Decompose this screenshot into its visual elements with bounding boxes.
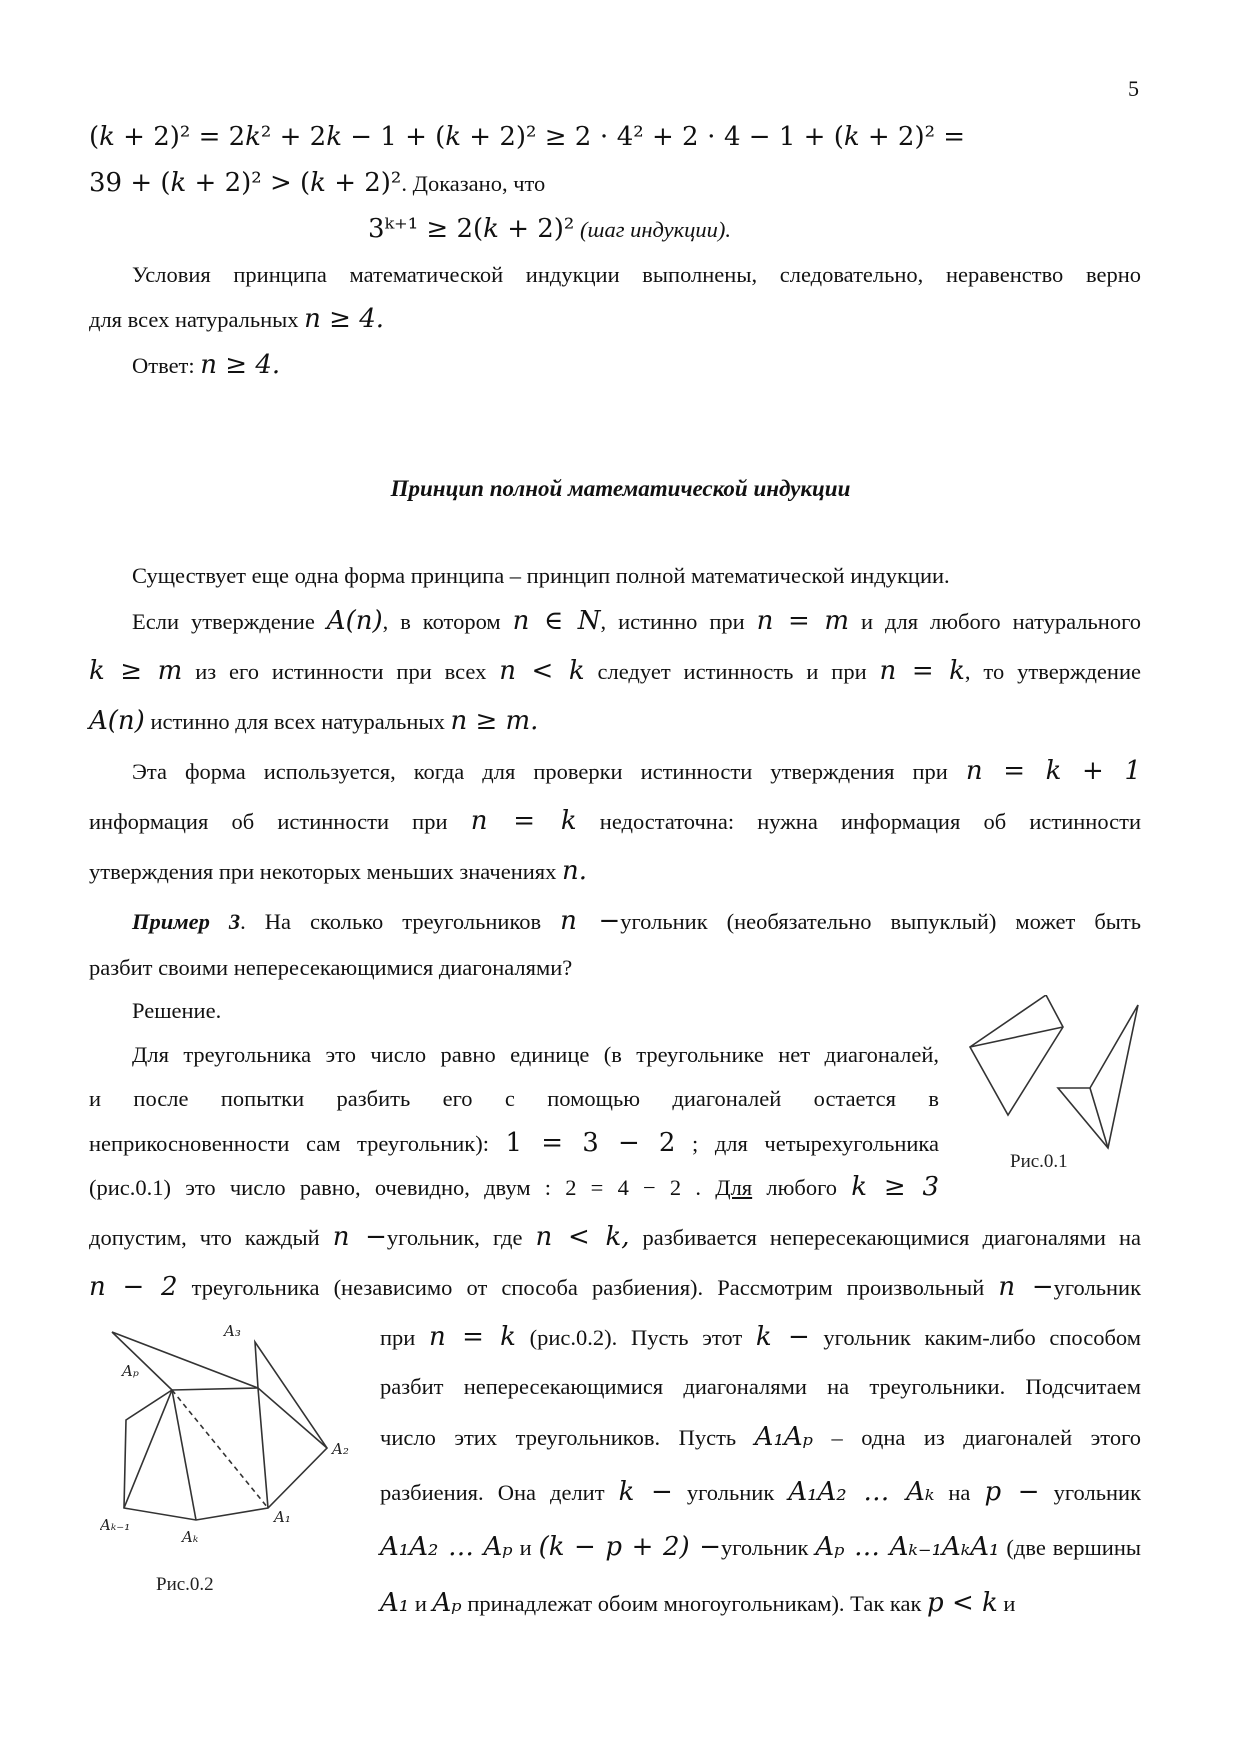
solution-line-3: неприкосновенности сам треугольник): 1 = 3 − 2 ; для четырехугольника	[89, 1128, 939, 1158]
quadrilateral-1	[970, 995, 1063, 1115]
solution-line-6: 𝑛 − 2 треугольника (независимо от способа разбиения). Рассмотрим произвольный 𝑛 −угольник	[89, 1272, 1142, 1302]
diagonal-a1-ap	[172, 1390, 268, 1508]
diagonal-3-1	[258, 1388, 268, 1508]
solution-line-1: Для треугольника это число равно единице (в треугольнике нет диагоналей,	[132, 1042, 939, 1067]
equation-line-2: 39 + (𝑘 + 2)² > (𝑘 + 2)². Доказано, что	[89, 168, 546, 198]
diagonal-p-k1	[124, 1390, 172, 1508]
right-line-4: разбиения. Она делит 𝑘 − угольник 𝐴₁𝐴₂ … 𝐴ₖ на 𝑝 − угольник	[380, 1477, 1142, 1507]
example-line-2: разбит своими непересекающимися диагоналями?	[89, 955, 573, 980]
induction-step-line: 3ᵏ⁺¹ ≥ 2(𝑘 + 2)² (шаг индукции).	[368, 214, 731, 244]
right-line-2: разбит непересекающимися диагоналями на треугольники. Подсчитаем	[380, 1374, 1141, 1399]
paragraph-1-line-1: Условия принципа математической индукции выполнены, следовательно, неравенство верно	[132, 262, 1141, 287]
quadrilateral-2	[1058, 1005, 1138, 1148]
example-line-1: Пример 3. На сколько треугольников 𝑛 −угольник (необязательно выпуклый) может быть	[132, 906, 1141, 936]
right-line-1: при 𝑛 = 𝑘 (рис.0.2). Пусть этот 𝑘 − угольник каким-либо способом	[380, 1322, 1141, 1352]
solution-line-2: и после попытки разбить его с помощью диагоналей остается в	[89, 1086, 939, 1111]
label-ak1: Aₖ₋₁	[100, 1516, 131, 1534]
label-a1: A₁	[274, 1508, 291, 1526]
figure-0-1-caption: Рис.0.1	[1010, 1151, 1068, 1172]
answer-line: Ответ: 𝑛 ≥ 4.	[132, 350, 281, 380]
paragraph-3-line-2: 𝑘 ≥ 𝑚 из его истинности при всех 𝑛 < 𝑘 следует истинность и при 𝑛 = 𝑘, то утверждение	[89, 656, 1141, 686]
page-number: 5	[1128, 76, 1139, 101]
paragraph-4-line-3: утверждения при некоторых меньших значениях 𝑛.	[89, 856, 588, 886]
diagonal-p-k	[172, 1390, 196, 1520]
figure-0-2-caption: Рис.0.2	[156, 1574, 214, 1595]
solution-line-5: допустим, что каждый 𝑛 −угольник, где 𝑛 < 𝑘, разбивается непересекающимися диагоналями на	[89, 1222, 1141, 1252]
spike-edge	[112, 1332, 172, 1390]
diagonal-2	[1090, 1088, 1108, 1148]
paragraph-4-line-2: информация об истинности при 𝑛 = 𝑘 недостаточна: нужна информация об истинности	[89, 806, 1141, 836]
section-title: Принцип полной математической индукции	[390, 476, 851, 501]
label-a3: A₃	[224, 1322, 241, 1340]
right-line-6: 𝐴₁ и 𝐴ₚ принадлежат обоим многоугольникам). Так как 𝑝 < 𝑘 и	[380, 1588, 1016, 1618]
paragraph-3-line-3: 𝐴(𝑛) истинно для всех натуральных 𝑛 ≥ 𝑚.	[89, 706, 539, 736]
right-line-5: 𝐴₁𝐴₂ … 𝐴ₚ и (𝑘 − 𝑝 + 2) −угольник 𝐴ₚ … 𝐴ₖ₋₁𝐴ₖ𝐴₁ (две вершины	[380, 1532, 1142, 1562]
paragraph-4-line-1: Эта форма используется, когда для проверки истинности утверждения при 𝑛 = 𝑘 + 1	[132, 756, 1142, 786]
figure-0-2	[100, 1320, 370, 1610]
label-ap: Aₚ	[122, 1362, 139, 1380]
solution-label: Решение.	[132, 998, 222, 1023]
paragraph-3-line-1: Если утверждение 𝐴(𝑛), в котором 𝑛 ∈ 𝑁, истинно при 𝑛 = 𝑚 и для любого натурального	[132, 606, 1141, 636]
paragraph-2: Существует еще одна форма принципа – принцип полной математической индукции.	[132, 563, 950, 588]
label-ak: Aₖ	[182, 1528, 199, 1546]
solution-line-4: (рис.0.1) это число равно, очевидно, двум : 2 = 4 − 2 . Для любого 𝑘 ≥ 3	[89, 1172, 939, 1202]
equation-line-1: (𝑘 + 2)² = 2𝑘² + 2𝑘 − 1 + (𝑘 + 2)² ≥ 2 ⋅ 4² + 2 ⋅ 4 − 1 + (𝑘 + 2)² =	[89, 122, 966, 152]
figure-0-1	[960, 995, 1150, 1180]
polygon-outline	[124, 1342, 327, 1520]
label-a2: A₂	[332, 1440, 349, 1458]
right-line-3: число этих треугольников. Пусть 𝐴₁𝐴ₚ – одна из диагоналей этого	[380, 1422, 1141, 1452]
paragraph-1-line-2: для всех натуральных 𝑛 ≥ 4.	[89, 304, 385, 334]
